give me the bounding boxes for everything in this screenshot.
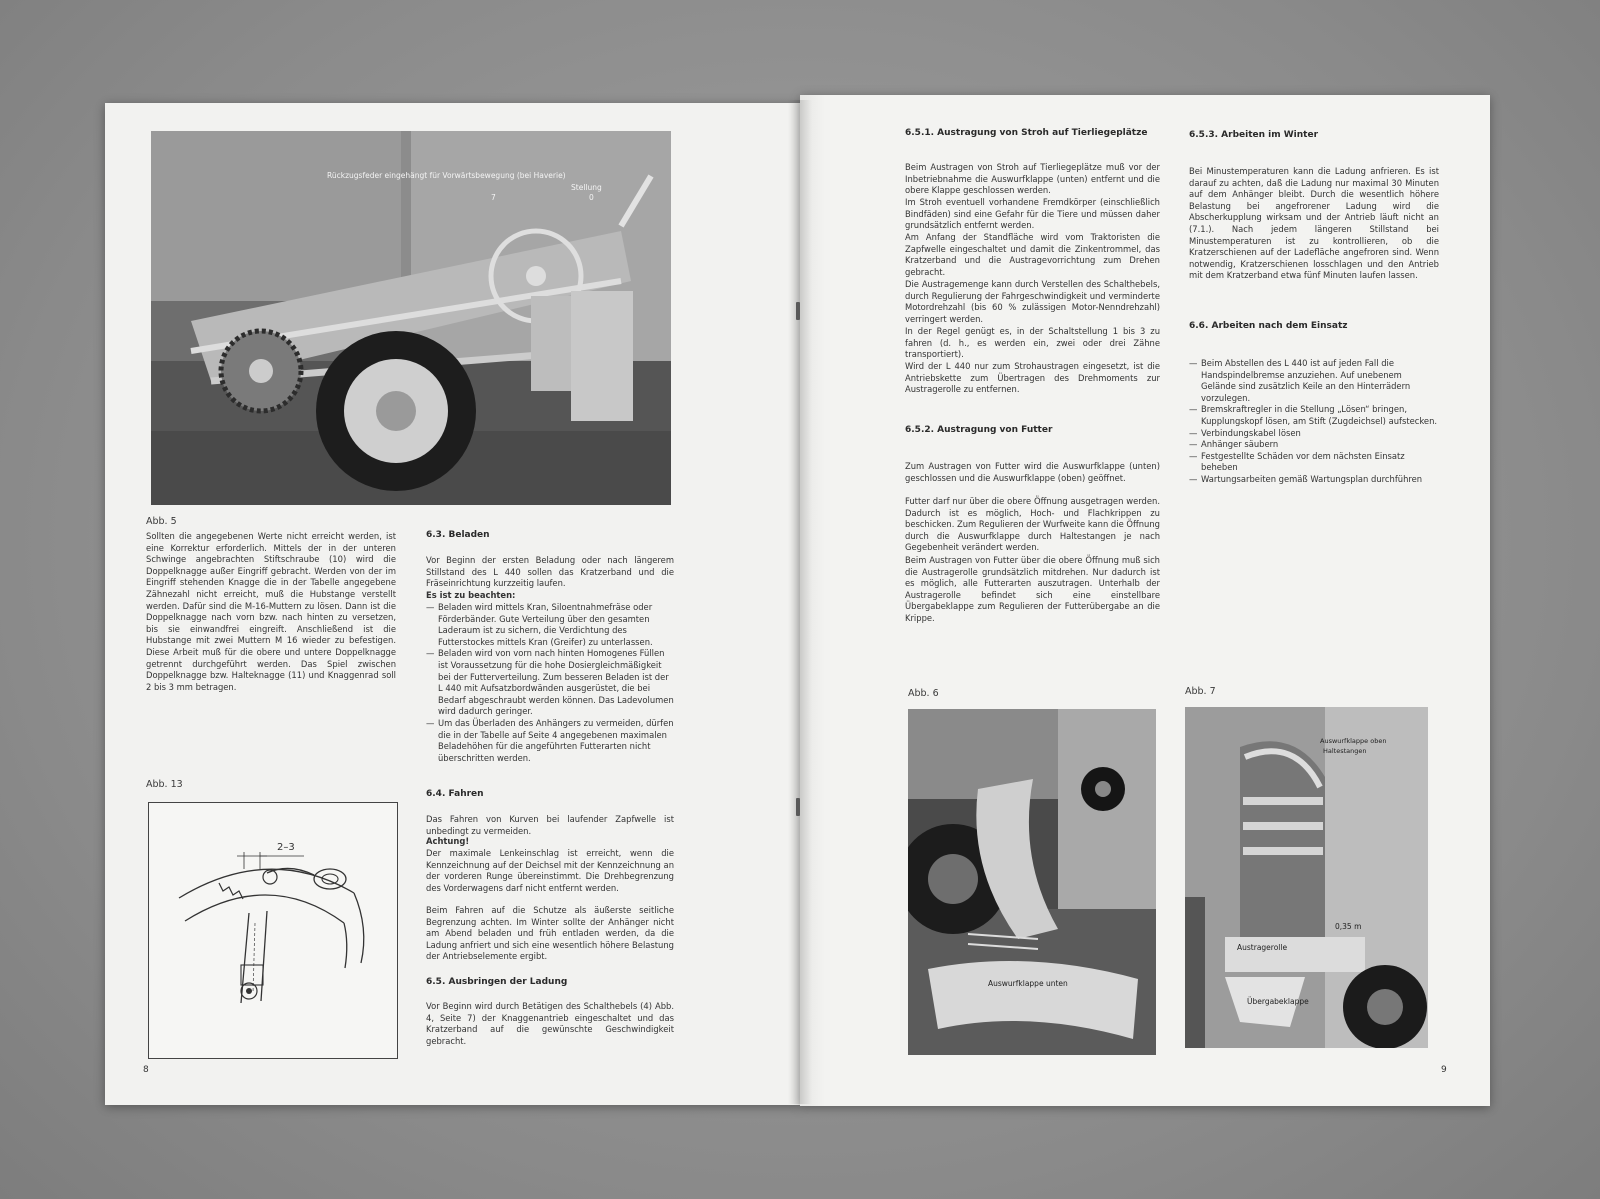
text-6-5-3-winter: Bei Minustemperaturen kann die Ladung anfrieren. Es ist darauf zu achten, daß die Ladung nur maximal 30 Minuten auf dem Anhänger bleibt. Durch die wesentlich höhere Belastung bei angefrorener Ladung wird die Abscherkupplung wirksam und der Antrieb läuft nicht an (7.1.). Nach jedem längeren Stillstand bei Minustemperaturen ist zu kontrollieren, ob die Kratzerschienen auf der Ladefläche angefroren sind. Wenn notwendig, Kratzerschienen losschlagen und den Antrieb mit dem Kratzerband etwa fünf Minuten laufen lassen. [1189,166,1439,281]
text-6-5-1-p4: Die Austragemenge kann durch Verstellen des Schalthebels, durch Regulierung der Fahrgeschwindigkeit und verminderte Motordrehzahl (bis 60 % zulässigen Motor-Nenndrehzahl) verringert werden. [905,279,1160,324]
text-6-5-1-p5: In der Regel genügt es, in der Schaltstellung 1 bis 3 zu fahren (d. h., es werden ein, zwei oder drei Zähne transportiert). [905,326,1160,360]
text-6-5-1-p1: Beim Austragen von Stroh auf Tierliegeplätze muß vor der Inbetriebnahme die Auswurfklappe (unten) entfernt und die obere Klappe geschlossen werden. [905,162,1160,196]
abb5-overlay-zero: 0 [589,193,594,202]
abb7-overlay-number: 0,35 m [1335,922,1362,931]
list-item: — Bremskraftregler in die Stellung „Lösen“ bringen, Kupplungskopf lösen, am Stift (Zugdeichsel) aufstecken. [1189,404,1439,427]
abb5-overlay-position-label: Stellung [571,183,602,192]
text-6-5-2-p3: Beim Austragen von Futter über die obere Öffnung muß sich die Austragerolle grundsätzlich mitdrehen. Nur dadurch ist es möglich, alle Futterarten auszutragen. Unterhalb der Austragerolle befindet sich eine einstellbare Übergabeklappe zum Regulieren der Futterübergabe an die Krippe. [905,555,1160,623]
right-page [800,95,1490,1106]
list-item: — Wartungsarbeiten gemäß Wartungsplan durchführen [1189,474,1439,486]
abb5-overlay-spring-label: Rückzugsfeder eingehängt für Vorwärtsbewegung (bei Haverie) [327,171,566,180]
list-6-3-rules [426,602,674,764]
abb13-dimension-label: 2–3 [277,842,295,853]
figure-abb13-diagram [148,802,398,1059]
text-6-5-2-p2: Futter darf nur über die obere Öffnung ausgetragen werden. Dadurch ist es möglich, Hoch- und Flachkrippen zu beschicken. Zum Regulieren der Wurfweite kann die Öffnung durch die Auswurfklappe durch Haltestangen je nach Gegebenheit verändert werden. [905,496,1160,553]
abb5-overlay-seven: 7 [491,193,496,202]
staple-top [796,302,800,320]
text-6-5-1-p6: Wird der L 440 nur zum Strohaustragen eingesetzt, ist die Antriebskette zum Übertragen des Drehmoments zur Austragerolle zu entfernen. [905,361,1160,395]
list-item: — Anhänger säubern [1189,439,1439,451]
staple-bottom [796,798,800,816]
list-item: — Um das Überladen des Anhängers zu vermeiden, dürfen die in der Tabelle auf Seite 4 angegebenen maximalen Beladehöhen für die angeführten Futterarten nicht überschritten werden. [426,718,674,764]
list-item: — Beim Abstellen des L 440 ist auf jeden Fall die Handspindelbremse anzuziehen. Auf unebenem Gelände sind zusätzlich Keile an den Hinterrädern vorzulegen. [1189,358,1439,404]
figure-abb5-caption: Abb. 5 [146,516,177,527]
text-6-5-start: Vor Beginn wird durch Betätigen des Schalthebels (4) Abb. 4, Seite 7) der Knaggenantrieb eingeschaltet und das Kratzerband auf die gewünschte Geschwindigkeit gebracht. [426,1001,674,1046]
text-6-4-steering: Der maximale Lenkeinschlag ist erreicht, wenn die Kennzeichnung auf der Deichsel mit der Kennzeichnung an der vorderen Runge übereinstimmt. Die Drehbegrenzung des Vorderwagens darf nicht entfernt werden. [426,848,674,893]
heading-6-6-nach-einsatz: 6.6. Arbeiten nach dem Einsatz [1189,321,1348,331]
ratchet-diagram-drawing [149,803,397,1058]
book-gutter [788,100,812,1104]
list-item: — Verbindungskabel lösen [1189,428,1439,440]
heading-6-3-beladen: 6.3. Beladen [426,530,490,540]
page-number-right: 9 [1441,1065,1447,1075]
discharge-flap-photo-illustration [908,709,1156,1055]
left-page [105,103,800,1105]
figure-abb13-caption: Abb. 13 [146,779,183,790]
text-6-4-winter: Beim Fahren auf die Schutze als äußerste seitliche Begrenzung achten. Im Winter sollte der Anhänger nicht am Abend beladen und früh entladen werden, da die Ladung anfriert und sich eine wesentlich höhere Belastung der Antriebselemente ergibt. [426,905,674,962]
text-correction-paragraph: Sollten die angegebenen Werte nicht erreicht werden, ist eine Korrektur erforderlich. Mittels der in der unteren Schwinge angebrachten Stiftschraube (10) wird die Doppelknagge außer Eingriff gebracht. Werden von der im Eingriff stehenden Knagge die in der Tabelle angegebene Zähnezahl nicht erreicht, muß die Hubstange verstellt werden. Dafür sind die M-16-Muttern zu lösen. Dann ist die Doppelknagge nach vorn bzw. nach hinten zu versetzen, bis sie einwandfrei eingreift. Anschließend ist die Hubstange mit zwei Muttern M 16 wieder zu befestigen. Diese Arbeit muß für die obere und untere Doppelknagge getrennt durchgeführt werden. Das Spiel zwischen Doppelknagge bzw. Halteknagge (11) und Knaggenrad soll 2 bis 3 mm betragen. [146,531,396,692]
abb6-overlay-flap-label: Auswurfklappe unten [988,979,1068,988]
text-6-5-1-p2: Im Stroh eventuell vorhandene Fremdkörper (einschließlich Bindfäden) sind eine Gefahr für die Tiere und müssen daher grundsätzlich entfernt werden. [905,197,1160,231]
figure-abb6-photo [908,709,1156,1055]
text-6-3-intro: Vor Beginn der ersten Beladung oder nach längerem Stillstand des L 440 sollen das Kratzerband und die Fräseinrichtung kurzzeitig laufen. [426,555,674,589]
list-item: — Beladen wird mittels Kran, Siloentnahmefräse oder Förderbänder. Gute Verteilung über den gesamten Laderaum ist zu sichern, die Verdichtung des Futterstockes mittels Kran (Greifer) zu unterlassen. [426,602,674,648]
text-6-5-2-p1: Zum Austragen von Futter wird die Auswurfklappe (unten) geschlossen und die Auswurfklappe (oben) geöffnet. [905,461,1160,483]
text-6-5-1-p3: Am Anfang der Standfläche wird vom Traktoristen die Zapfwelle eingeschaltet und damit die Zinkentrommel, das Kratzerband und die Austragevorrichtung zum Drehen gebracht. [905,232,1160,277]
page-number-left: 8 [143,1065,149,1075]
list-6-6-steps [1189,358,1439,486]
list-item: — Beladen wird von vorn nach hinten Homogenes Füllen ist Voraussetzung für die hohe Dosiergleichmäßigkeit bei der Futterverteilung. Zum besseren Beladen ist der L 440 mit Aufsatzbordwänden ausgerüstet, die bei Bedarf abgeschraubt werden können. Das Ladevolumen wird dadurch geringer. [426,648,674,718]
heading-6-5-3-winter: 6.5.3. Arbeiten im Winter [1189,130,1319,140]
figure-abb6-caption: Abb. 6 [908,688,939,699]
abb7-overlay-transfer-flap: Übergabeklappe [1247,997,1309,1006]
text-6-4-curves: Das Fahren von Kurven bei laufender Zapfwelle ist unbedingt zu vermeiden. [426,814,674,836]
heading-6-5-1-stroh: 6.5.1. Austragung von Stroh auf Tierliegeplätze [905,128,1148,138]
abb7-overlay-roll: Austragerolle [1237,943,1288,952]
abb7-overlay-rods: Haltestangen [1323,747,1367,755]
list-item: — Festgestellte Schäden vor dem nächsten Einsatz beheben [1189,451,1439,474]
text-6-4-attention: Achtung! [426,836,470,846]
heading-6-5-2-futter: 6.5.2. Austragung von Futter [905,425,1053,435]
figure-abb5-photo [151,131,671,505]
abb7-overlay-upper-flap: Auswurfklappe oben [1320,737,1387,745]
figure-abb7-photo [1185,707,1428,1048]
heading-6-4-fahren: 6.4. Fahren [426,789,484,799]
text-6-3-note: Es ist zu beachten: [426,590,516,600]
figure-abb7-caption: Abb. 7 [1185,686,1216,697]
heading-6-5-ausbringen: 6.5. Ausbringen der Ladung [426,977,568,987]
